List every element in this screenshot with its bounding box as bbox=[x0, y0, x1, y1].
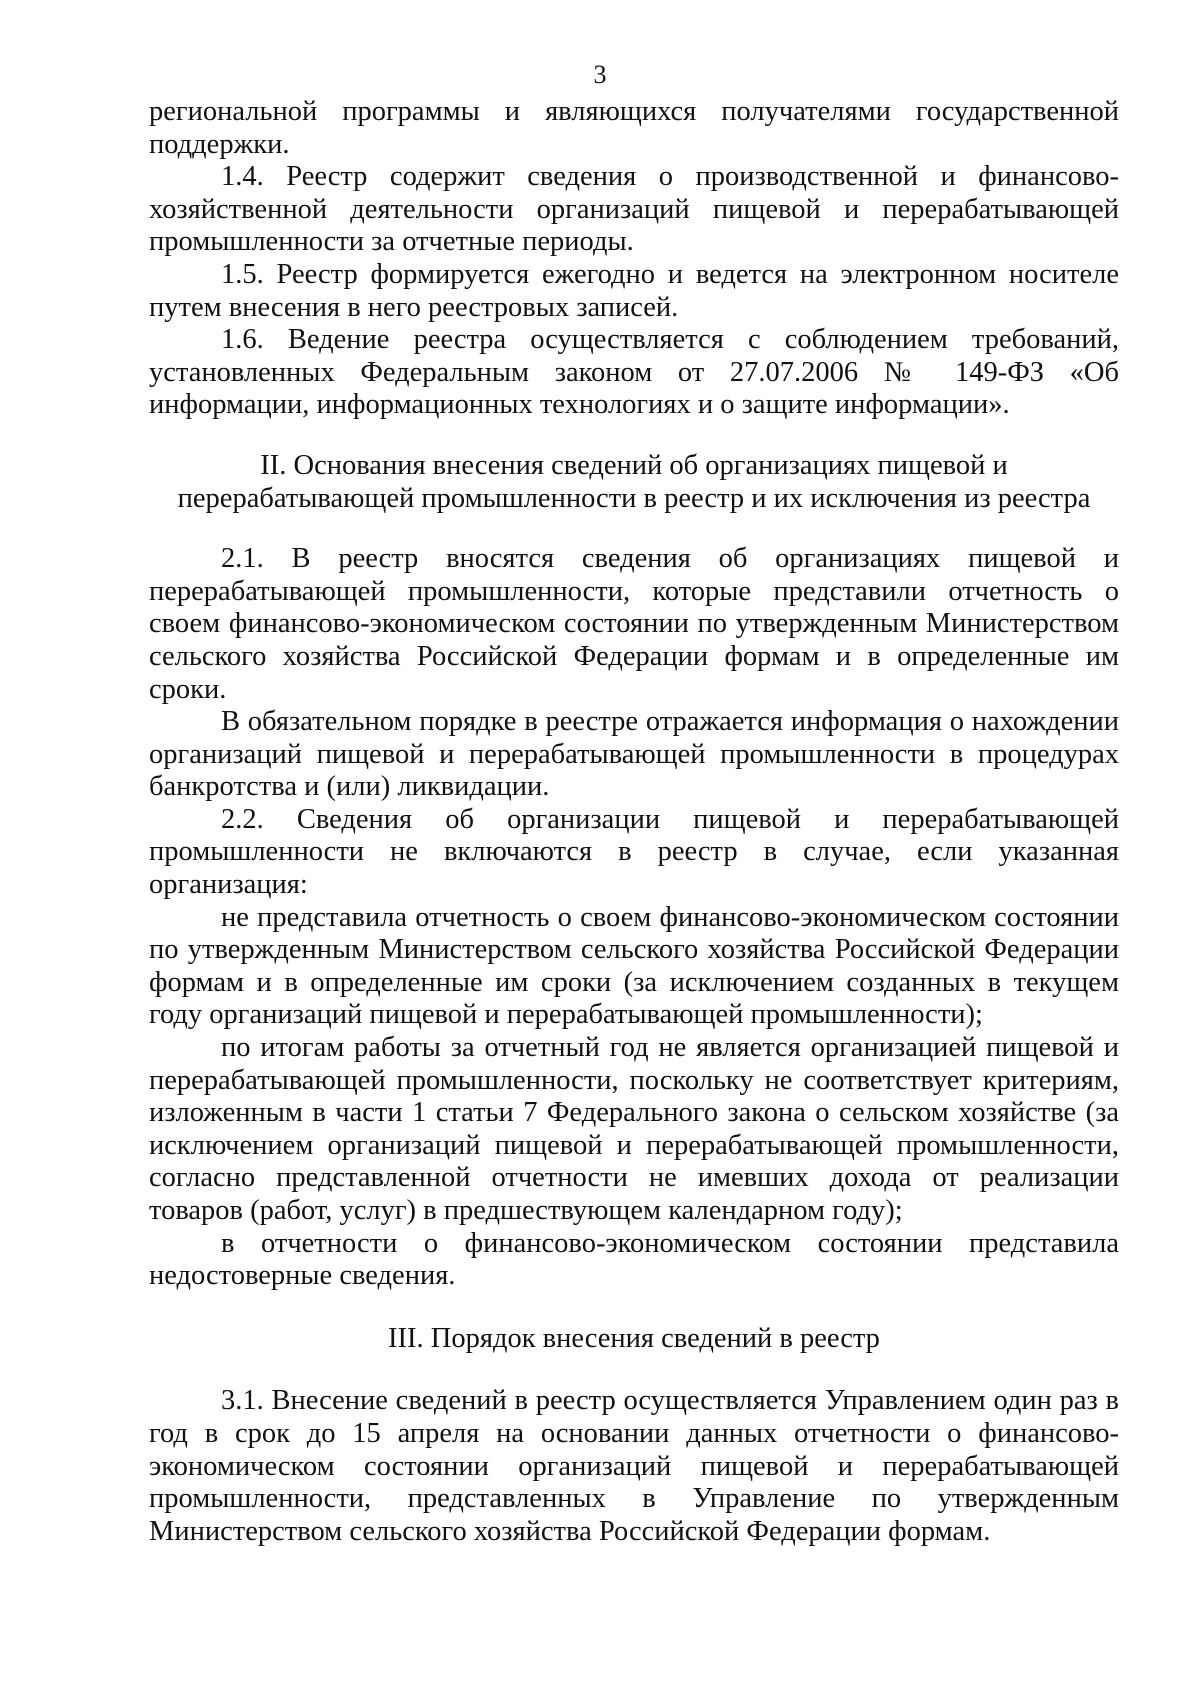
paragraph-1-4: 1.4. Реестр содержит сведения о производственной и финансово-хозяйственной деятельности организаций пищевой и перерабатывающей промышленности за отчетные периоды. bbox=[149, 161, 1119, 258]
section-2-heading-line-2: перерабатывающей промышленности в реестр и их исключения из реестра bbox=[177, 482, 1091, 514]
paragraph-2-2-item-a: не представила отчетность о своем финансово-экономическом состоянии по утвержденным Министерством сельского хозяйства Российской Федерации формам и в определенные им сроки (за исключением созданных в текущем году организаций пищевой и перерабатывающей промышленности); bbox=[149, 901, 1119, 1031]
paragraph-intro-continuation: региональной программы и являющихся получателями государственной поддержки. bbox=[149, 96, 1119, 160]
paragraph-2-1-bankruptcy: В обязательном порядке в реестре отражается информация о нахождении организаций пищевой и перерабатывающей промышленности в процедурах банкротства и (или) ликвидации. bbox=[149, 706, 1119, 803]
paragraph-2-2-item-c: в отчетности о финансово-экономическом состоянии представила недостоверные сведения. bbox=[149, 1227, 1119, 1292]
paragraph-2-2-item-b: по итогам работы за отчетный год не является организацией пищевой и перерабатывающей промышленности, поскольку не соответствует критериям, изложенным в части 1 статьи 7 Федерального закона о сельском хозяйстве (за исключением организаций пищевой и перерабатывающей промышленности, согласно представленной отчетности не имевших дохода от реализации товаров (работ, услуг) в предшествующем календарном году); bbox=[149, 1032, 1119, 1226]
paragraph-3-1: 3.1. Внесение сведений в реестр осуществляется Управлением один раз в год в срок до 15 апреля на основании данных отчетности о финансово-экономическом состоянии организаций пищевой и перерабатывающей промышленности, представленных в Управление по утвержденным Министерством сельского хозяйства Российской Федерации формам. bbox=[149, 1385, 1119, 1547]
section-2-heading bbox=[149, 450, 1119, 515]
document-body bbox=[149, 96, 1119, 1548]
section-2-heading-line-1: II. Основания внесения сведений об организациях пищевой и bbox=[260, 449, 1008, 481]
paragraph-2-2: 2.2. Сведения об организации пищевой и перерабатывающей промышленности не включаются в реестр в случае, если указанная организация: bbox=[149, 803, 1119, 901]
page-number: 3 bbox=[593, 60, 607, 89]
paragraph-2-1: 2.1. В реестр вносятся сведения об организациях пищевой и перерабатывающей промышленности, которые представили отчетность о своем финансово-экономическом состоянии по утвержденным Министерством сельского хозяйства Российской Федерации формам и в определенные им сроки. bbox=[149, 543, 1119, 705]
paragraph-1-5: 1.5. Реестр формируется ежегодно и ведется на электронном носителе путем внесения в него реестровых записей. bbox=[149, 258, 1119, 323]
paragraph-1-6: 1.6. Ведение реестра осуществляется с соблюдением требований, установленных Федеральным законом от 27.07.2006 № 149-ФЗ «Об информации, информационных технологиях и о защите информации». bbox=[149, 324, 1119, 421]
section-3-heading: III. Порядок внесения сведений в реестр bbox=[388, 1322, 880, 1354]
